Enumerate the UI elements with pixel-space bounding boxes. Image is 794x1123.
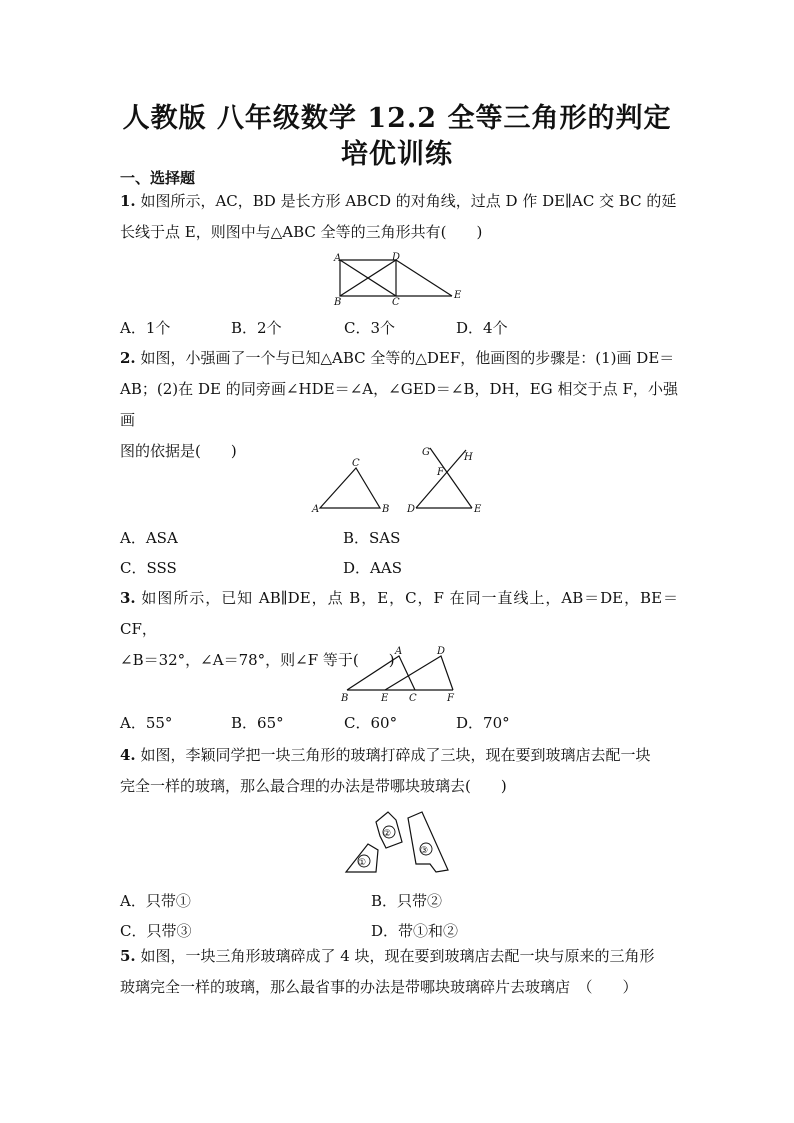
triangle-def [385, 656, 453, 690]
label-b: B [334, 297, 342, 308]
section-heading: 一、选择题 [120, 169, 196, 187]
label-e: E [381, 693, 389, 704]
label-f: F [437, 467, 444, 478]
option-d: D．带①和② [371, 922, 459, 940]
label-h: H [464, 452, 473, 463]
question-number: 4. [120, 746, 136, 764]
option-b: B．只带② [371, 892, 443, 910]
label-c: C [409, 693, 417, 704]
question-text: 如图所示，AC，BD 是长方形 ABCD 的对角线，过点 D 作 DE∥AC 交 BC 的延 [140, 192, 677, 210]
label-c: C [352, 458, 360, 469]
option-b: B．SAS [343, 529, 401, 547]
figure-rectangle-diagonals [330, 250, 470, 308]
figure-broken-glass [340, 808, 460, 876]
option-d: D．4个 [456, 319, 508, 337]
question-5 [120, 941, 678, 1003]
question-number: 5. [120, 947, 136, 965]
question-number: 1. [120, 192, 136, 210]
segment-de [396, 260, 452, 296]
option-a: A．55° [120, 714, 173, 732]
question-text: 如图，李颖同学把一块三角形的玻璃打碎成了三块，现在要到玻璃店去配一块 [140, 746, 651, 764]
question-4 [120, 740, 678, 802]
page-subtitle: 培优训练 [341, 139, 453, 170]
page-title: 人教版 八年级数学 12.2 全等三角形的判定 [122, 103, 672, 134]
option-c: C．只带③ [120, 922, 192, 940]
question-1 [120, 186, 678, 248]
option-a: A．ASA [120, 529, 178, 547]
figure-two-triangles [310, 442, 490, 518]
question-text: 完全一样的玻璃，那么最合理的办法是带哪块玻璃去( ) [120, 777, 507, 795]
label-a: A [312, 504, 320, 515]
question-text: ∠B＝32°，∠A＝78°，则∠F 等于( ) [120, 651, 395, 669]
label-a: A [395, 646, 403, 657]
label-b: B [341, 693, 349, 704]
label-d: D [392, 252, 401, 263]
option-b: B．65° [231, 714, 284, 732]
option-c: C．60° [344, 714, 398, 732]
label-piece-2: ② [383, 829, 392, 839]
option-a: A．1个 [120, 319, 171, 337]
option-d: D．70° [456, 714, 510, 732]
question-text: AB；(2)在 DE 的同旁画∠HDE＝∠A，∠GED＝∠B，DH，EG 相交于点 F，小强画 [120, 380, 678, 429]
question-text: 如图，一块三角形玻璃碎成了 4 块，现在要到玻璃店去配一块与原来的三角形 [140, 947, 655, 965]
option-c: C．3个 [344, 319, 396, 337]
label-piece-3: ③ [420, 846, 429, 856]
question-text: 玻璃完全一样的玻璃，那么最省事的办法是带哪块玻璃碎片去玻璃店 （ ） [120, 978, 638, 996]
label-f: F [447, 693, 454, 704]
figure-parallel-triangles [335, 644, 465, 706]
option-a: A．只带① [120, 892, 191, 910]
triangle-abc [347, 656, 415, 690]
ray-dh [416, 450, 466, 508]
glass-piece-3 [408, 812, 448, 872]
question-text: 如图所示，已知 AB∥DE，点 B，E，C，F 在同一直线上，AB＝DE，BE＝CF， [120, 589, 678, 638]
label-piece-1: ① [358, 858, 367, 868]
label-c: C [392, 297, 400, 308]
question-text: 图的依据是( ) [120, 442, 237, 460]
question-number: 2. [120, 349, 136, 367]
option-c: C．SSS [120, 559, 177, 577]
option-b: B．2个 [231, 319, 282, 337]
question-text: 如图，小强画了一个与已知△ABC 全等的△DEF，他画图的步骤是：(1)画 DE＝ [140, 349, 675, 367]
triangle-abc [320, 468, 380, 508]
option-d: D．AAS [343, 559, 402, 577]
question-text: 长线于点 E，则图中与△ABC 全等的三角形共有( ) [120, 223, 483, 241]
label-e: E [474, 504, 482, 515]
label-g: G [422, 447, 430, 458]
label-a: A [334, 253, 342, 264]
label-d: D [437, 646, 446, 657]
question-number: 3. [120, 589, 136, 607]
label-d: D [407, 504, 416, 515]
label-e: E [454, 290, 462, 301]
label-b: B [382, 504, 390, 515]
